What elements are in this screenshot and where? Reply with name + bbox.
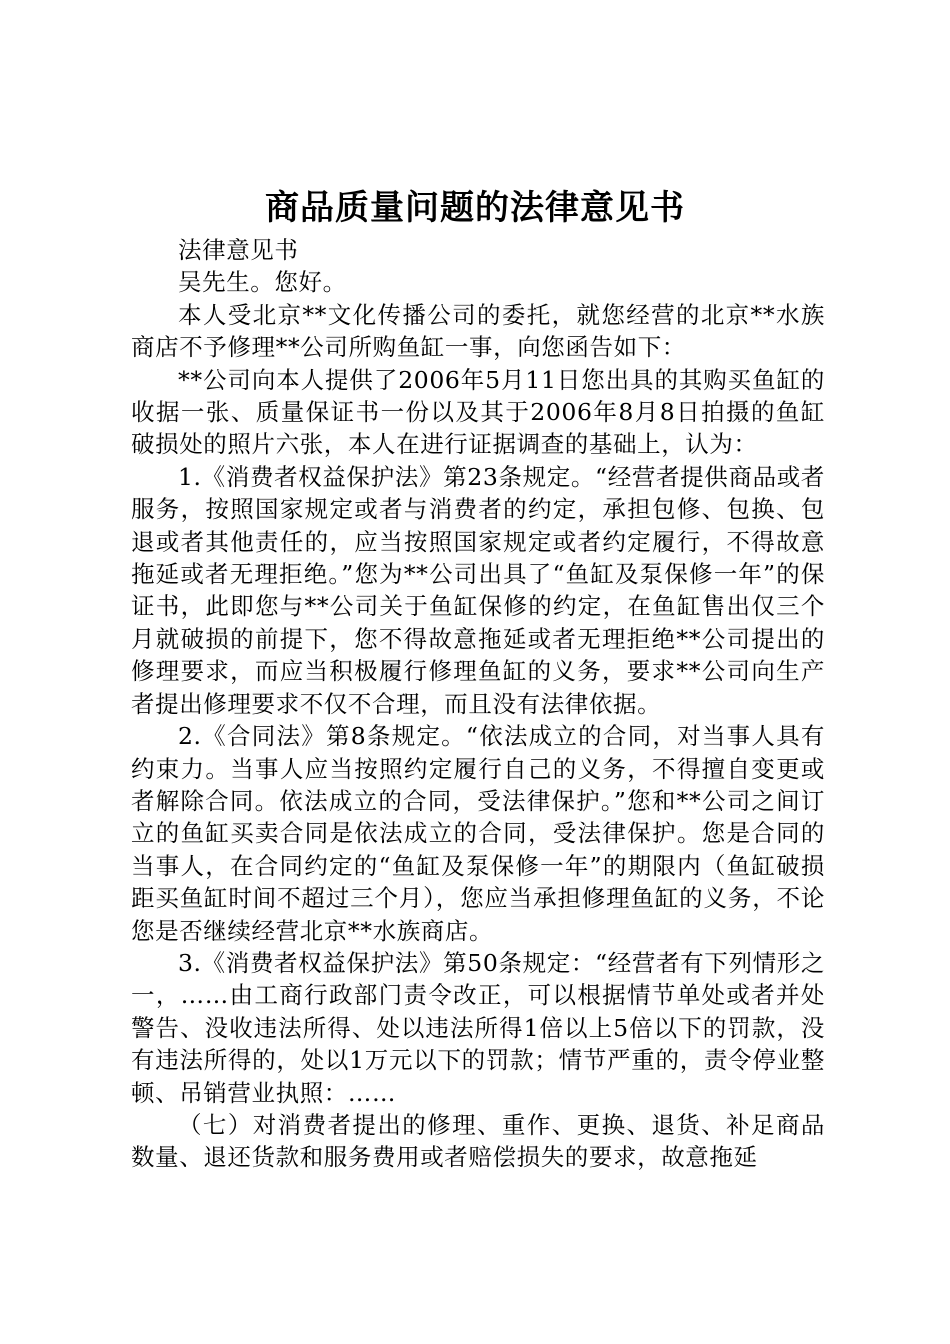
heading-line: 法律意见书 [178,236,299,264]
paragraph: 2.《合同法》第8条规定。“依法成立的合同，对当事人具有约束力。当事人应当按照约定履行自己的义务，不得擅自变更或者解除合同。依法成立的合同，受法律保护。”您和**公司之间订立的鱼缸买卖合同是依法成立的合同，受法律保护。您是合同的当事人，在合同约定的“鱼缸及泵保修一年”的期限内（鱼缸破损距买鱼缸时间不超过三个月），您应当承担修理鱼缸的义务，不论您是否继续经营北京**水族商店。 [131,722,825,945]
paragraph: （七）对消费者提出的修理、重作、更换、退货、补足商品数量、退还货款和服务费用或者赔偿损失的要求，故意拖延 [131,1110,825,1172]
paragraph: 3.《消费者权益保护法》第50条规定：“经营者有下列情形之一，……由工商行政部门责令改正，可以根据情节单处或者并处警告、没收违法所得、处以违法所得1倍以上5倍以下的罚款，没有违法所得的，处以1万元以下的罚款；情节严重的，责令停业整顿、吊销营业执照：…… [131,948,825,1107]
salutation: 吴先生。您好。 [178,268,347,297]
document-title: 商品质量问题的法律意见书 [265,188,685,228]
paragraph: 1.《消费者权益保护法》第23条规定。“经营者提供商品或者服务，按照国家规定或者与消费者的约定，承担包修、包换、包退或者其他责任的，应当按照国家规定或者约定履行，不得故意拖延或者无理拒绝。”您为**公司出具了“鱼缸及泵保修一年”的保证书，此即您与**公司关于鱼缸保修的约定，在鱼缸售出仅三个月就破损的前提下，您不得故意拖延或者无理拒绝**公司提出的修理要求，而应当积极履行修理鱼缸的义务，要求**公司向生产者提出修理要求不仅不合理，而且没有法律依据。 [131,462,826,718]
paragraph: **公司向本人提供了2006年5月11日您出具的其购买鱼缸的收据一张、质量保证书一份以及其于2006年8月8日拍摄的鱼缸破损处的照片六张，本人在进行证据调查的基础上，认为： [131,365,825,459]
document-body [131,234,825,1174]
paragraph: 本人受北京**文化传播公司的委托，就您经营的北京**水族商店不予修理**公司所购鱼缸一事，向您函告如下： [131,300,825,362]
